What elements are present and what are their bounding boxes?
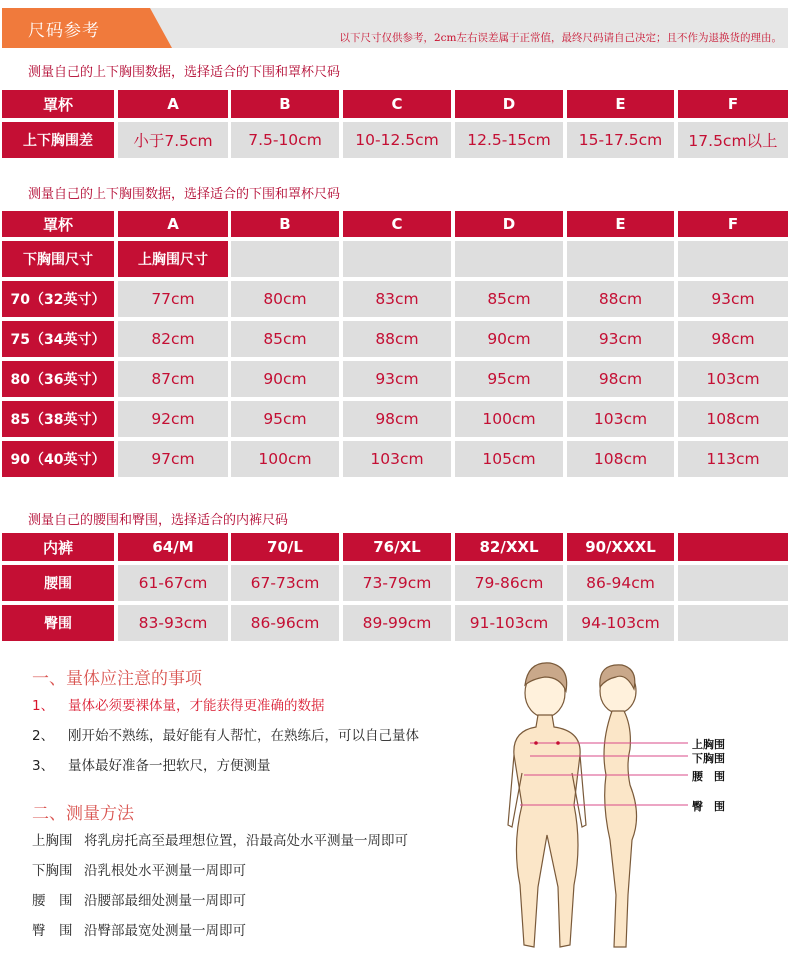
table-cell: 93cm	[343, 361, 451, 397]
table-cell: 91-103cm	[455, 605, 563, 641]
table-cell: 90cm	[455, 321, 563, 357]
table-cell: 95cm	[455, 361, 563, 397]
table-cell: 94-103cm	[567, 605, 674, 641]
table-cell: 93cm	[678, 281, 788, 317]
table-cell: 98cm	[567, 361, 674, 397]
row-label-cell: 下胸围尺寸	[2, 241, 114, 277]
table-cell: 98cm	[678, 321, 788, 357]
table-cell	[455, 241, 563, 277]
table-cell: 82cm	[118, 321, 228, 357]
table-cell: 108cm	[678, 401, 788, 437]
row-label-cell: 腰围	[2, 565, 114, 601]
label-upper-bust: 上胸围	[692, 738, 725, 751]
method-label: 腰 围	[32, 893, 73, 909]
note-num: 1、	[32, 698, 55, 714]
table-cell: 105cm	[455, 441, 563, 477]
method-item	[32, 859, 246, 879]
table-header-cell: 76/XL	[343, 533, 451, 561]
table-cell	[567, 241, 674, 277]
table-cell: 83-93cm	[118, 605, 228, 641]
table-header-cell: D	[455, 90, 563, 118]
table-cell: 86-94cm	[567, 565, 674, 601]
table-header-cell: 64/M	[118, 533, 228, 561]
note-item	[32, 754, 271, 774]
body-measurement-figure	[500, 655, 760, 955]
note-num: 2、	[32, 728, 55, 744]
table-cell: 83cm	[343, 281, 451, 317]
label-under-bust: 下胸围	[692, 752, 725, 765]
table-cell	[343, 241, 451, 277]
table-cell: 77cm	[118, 281, 228, 317]
table-cell: 85cm	[455, 281, 563, 317]
table-header-cell: 罩杯	[2, 90, 114, 118]
table-cell	[678, 565, 788, 601]
table-cell	[678, 605, 788, 641]
table-header-cell: 内裤	[2, 533, 114, 561]
row-label-cell: 70（32英寸）	[2, 281, 114, 317]
label-hip: 臀 围	[692, 800, 725, 813]
table-header-cell: C	[343, 211, 451, 237]
page-title: 尺码参考	[28, 21, 100, 41]
table-cell: 88cm	[567, 281, 674, 317]
method-label: 下胸围	[32, 863, 73, 879]
table-cell: 79-86cm	[455, 565, 563, 601]
table-cell: 90cm	[231, 361, 339, 397]
table-cell	[678, 241, 788, 277]
section3-title: 测量自己的腰围和臀围，选择适合的内裤尺码	[28, 513, 289, 528]
table-header-cell: E	[567, 90, 674, 118]
band-size-table	[2, 211, 788, 479]
table-cell: 小于7.5cm	[118, 122, 228, 158]
note-text: 量体最好准备一把软尺，方便测量	[68, 758, 271, 774]
panty-size-table	[2, 533, 788, 643]
table-cell: 80cm	[231, 281, 339, 317]
table-header-cell: A	[118, 90, 228, 118]
method-label: 臀 围	[32, 923, 73, 939]
table-cell: 85cm	[231, 321, 339, 357]
table-cell: 103cm	[567, 401, 674, 437]
table-cell	[231, 241, 339, 277]
method-text: 将乳房托高至最理想位置，沿最高处水平测量一周即可	[84, 833, 408, 849]
table-cell: 10-12.5cm	[343, 122, 451, 158]
table-header-cell: F	[678, 211, 788, 237]
row-label-cell: 80（36英寸）	[2, 361, 114, 397]
table-cell: 88cm	[343, 321, 451, 357]
table-cell: 7.5-10cm	[231, 122, 339, 158]
table-cell: 100cm	[231, 441, 339, 477]
table-header-cell: C	[343, 90, 451, 118]
label-waist: 腰 围	[692, 770, 725, 783]
row-label-cell: 臀围	[2, 605, 114, 641]
table-header-cell	[678, 533, 788, 561]
section1-title: 测量自己的上下胸围数据，选择适合的下围和罩杯尺码	[28, 65, 341, 80]
method-text: 沿腰部最细处测量一周即可	[84, 893, 246, 909]
table-cell: 67-73cm	[231, 565, 339, 601]
table-header-cell: B	[231, 90, 339, 118]
row-label-cell: 上胸围尺寸	[118, 241, 228, 277]
method-item	[32, 889, 246, 909]
table-header-cell: 90/XXXL	[567, 533, 674, 561]
table-header-cell: 70/L	[231, 533, 339, 561]
notes-heading: 一、量体应注意的事项	[32, 669, 202, 689]
table-cell: 92cm	[118, 401, 228, 437]
row-label-cell: 85（38英寸）	[2, 401, 114, 437]
table-header-cell: 82/XXL	[455, 533, 563, 561]
method-item	[32, 919, 246, 939]
table-cell: 103cm	[343, 441, 451, 477]
note-text: 量体必须要裸体量，才能获得更准确的数据	[68, 698, 325, 714]
table-cell: 100cm	[455, 401, 563, 437]
section2-title: 测量自己的上下胸围数据，选择适合的下围和罩杯尺码	[28, 187, 341, 202]
table-cell: 97cm	[118, 441, 228, 477]
table-cell: 113cm	[678, 441, 788, 477]
row-label-cell: 90（40英寸）	[2, 441, 114, 477]
method-text: 沿乳根处水平测量一周即可	[84, 863, 246, 879]
table-cell: 15-17.5cm	[567, 122, 674, 158]
table-header-cell: E	[567, 211, 674, 237]
method-label: 上胸围	[32, 833, 73, 849]
table-cell: 89-99cm	[343, 605, 451, 641]
header-bar	[2, 8, 788, 48]
table-cell: 87cm	[118, 361, 228, 397]
row-label-cell: 75（34英寸）	[2, 321, 114, 357]
note-item	[32, 694, 325, 714]
table-cell: 93cm	[567, 321, 674, 357]
table-header-cell: A	[118, 211, 228, 237]
table-header-cell: B	[231, 211, 339, 237]
row-label-cell: 上下胸围差	[2, 122, 114, 158]
method-item	[32, 829, 408, 849]
table-cell: 98cm	[343, 401, 451, 437]
methods-heading: 二、测量方法	[32, 804, 134, 824]
method-text: 沿臀部最宽处测量一周即可	[84, 923, 246, 939]
table-cell: 61-67cm	[118, 565, 228, 601]
table-cell: 95cm	[231, 401, 339, 437]
table-cell: 108cm	[567, 441, 674, 477]
table-header-cell: D	[455, 211, 563, 237]
table-cell: 12.5-15cm	[455, 122, 563, 158]
note-item	[32, 724, 419, 744]
note-num: 3、	[32, 758, 55, 774]
note-text: 刚开始不熟练，最好能有人帮忙，在熟练后，可以自己量体	[68, 728, 419, 744]
table-cell: 86-96cm	[231, 605, 339, 641]
table-header-cell: 罩杯	[2, 211, 114, 237]
table-cell: 17.5cm以上	[678, 122, 788, 158]
cup-difference-table	[2, 90, 788, 158]
table-cell: 103cm	[678, 361, 788, 397]
header-note: 以下尺寸仅供参考，2cm左右误差属于正常值，最终尺码请自己决定；且不作为退换货的理由。	[339, 32, 782, 44]
table-header-cell: F	[678, 90, 788, 118]
table-cell: 73-79cm	[343, 565, 451, 601]
